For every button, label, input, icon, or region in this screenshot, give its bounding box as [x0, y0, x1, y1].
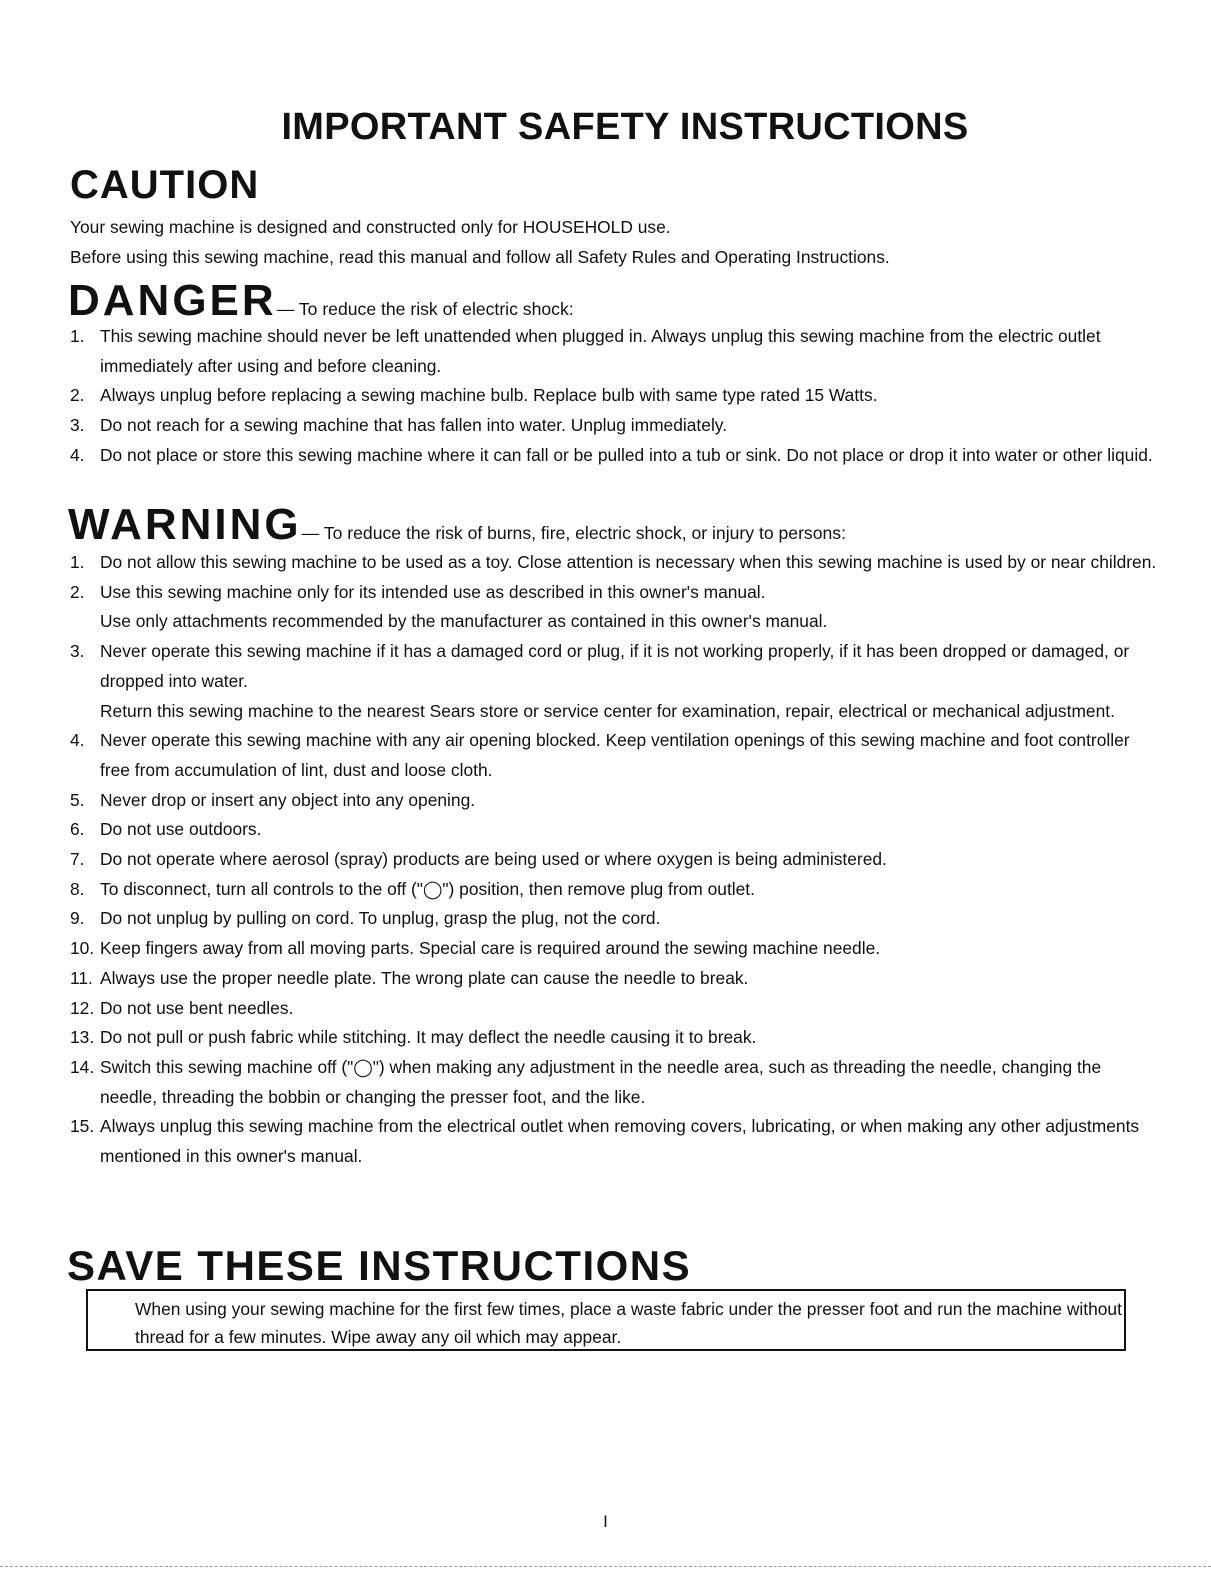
list-item-text: Switch this sewing machine off ("◯") when making any adjustment in the needle area, such as threading the needle, changing the needle, threading the bobbin or changing the presser foot, and the like. — [100, 1056, 1102, 1107]
list-item — [70, 994, 1160, 1024]
list-item-number: 12. — [70, 997, 95, 1018]
page-title: IMPORTANT SAFETY INSTRUCTIONS — [281, 106, 969, 148]
list-item-text: Always use the proper needle plate. The wrong plate can cause the needle to break. — [100, 967, 749, 988]
list-item — [70, 786, 1160, 816]
list-item — [70, 1053, 1160, 1112]
page-bottom-divider — [0, 1566, 1211, 1567]
list-item — [70, 1023, 1160, 1053]
list-item-number: 10. — [70, 938, 95, 959]
list-item — [70, 441, 1160, 471]
list-item — [70, 875, 1160, 905]
list-item — [70, 697, 1160, 727]
page-number: I — [603, 1512, 608, 1531]
list-item-number — [70, 697, 100, 727]
list-item-text: Do not use outdoors. — [100, 819, 262, 840]
list-item — [70, 845, 1160, 875]
list-item-text: Do not use bent needles. — [100, 997, 294, 1018]
list-item — [70, 578, 1160, 608]
list-item-number: 2. — [70, 385, 85, 406]
list-item-text: Do not place or store this sewing machine where it can fall or be pulled into a tub or sink. Do not place or drop it into water or other liquid. — [100, 444, 1153, 465]
list-item-text: Never drop or insert any object into any opening. — [100, 789, 476, 810]
list-item — [70, 411, 1160, 441]
list-item-number: 4. — [70, 730, 85, 751]
danger-subheading: — To reduce the risk of electric shock: — [276, 299, 574, 319]
list-item-number: 15. — [70, 1116, 95, 1137]
list-item — [70, 637, 1160, 696]
warning-heading: WARNING — [68, 500, 302, 549]
list-item-number: 9. — [70, 908, 85, 929]
list-item-number: 14. — [70, 1056, 95, 1077]
list-item — [70, 726, 1160, 785]
list-item-number: 3. — [70, 415, 85, 436]
danger-heading-line — [68, 276, 574, 326]
list-item-number: 8. — [70, 878, 85, 899]
list-item — [70, 904, 1160, 934]
list-item-text: Do not reach for a sewing machine that has fallen into water. Unplug immediately. — [100, 415, 728, 436]
first-use-notice — [86, 1289, 1126, 1351]
list-item-text: Do not operate where aerosol (spray) products are being used or where oxygen is being administered. — [100, 849, 887, 870]
list-item-text: Do not allow this sewing machine to be used as a toy. Close attention is necessary when this sewing machine is used by or near children. — [100, 552, 1157, 572]
list-item-text: Always unplug before replacing a sewing machine bulb. Replace bulb with same type rated 15 Watts. — [100, 385, 878, 406]
list-item-number: 3. — [70, 641, 85, 662]
warning-heading-line — [68, 500, 846, 550]
list-item — [70, 548, 1160, 578]
list-item-text: Keep fingers away from all moving parts. Special care is required around the sewing machine needle. — [100, 938, 881, 959]
list-item-text: Always unplug this sewing machine from the electrical outlet when removing covers, lubricating, or when making any other adjustments mentioned in this owner's manual. — [100, 1116, 1140, 1167]
list-item-number: 1. — [70, 326, 85, 346]
list-item-text: Do not pull or push fabric while stitching. It may deflect the needle causing it to break. — [100, 1027, 757, 1048]
list-item — [70, 607, 1160, 637]
caution-text-1: Your sewing machine is designed and constructed only for HOUSEHOLD use. — [70, 217, 671, 237]
list-item — [70, 964, 1160, 994]
first-use-notice-text: When using your sewing machine for the first few times, place a waste fabric under the presser foot and run the machine without thread for a few minutes. Wipe away any oil which may appear. — [135, 1299, 1122, 1347]
list-item — [70, 815, 1160, 845]
warning-list — [70, 548, 1160, 1172]
danger-heading: DANGER — [68, 276, 277, 325]
list-item-number: 5. — [70, 789, 85, 810]
list-item-number: 6. — [70, 819, 85, 840]
caution-text-2: Before using this sewing machine, read this manual and follow all Safety Rules and Operating Instructions. — [70, 247, 890, 267]
list-item — [70, 934, 1160, 964]
list-item-text: This sewing machine should never be left unattended when plugged in. Always unplug this sewing machine from the electric outlet immediately after using and before cleaning. — [100, 326, 1101, 376]
list-item-number: 4. — [70, 444, 85, 465]
list-item — [70, 322, 1160, 381]
list-item-text: Do not unplug by pulling on cord. To unplug, grasp the plug, not the cord. — [100, 908, 661, 929]
list-item-text: Return this sewing machine to the nearest Sears store or service center for examination, repair, electrical or mechanical adjustment. — [100, 700, 1115, 721]
list-item-number: 7. — [70, 849, 85, 870]
warning-subheading: — To reduce the risk of burns, fire, electric shock, or injury to persons: — [301, 523, 846, 543]
save-instructions-heading: SAVE THESE INSTRUCTIONS — [67, 1242, 692, 1289]
caution-heading: CAUTION — [70, 163, 260, 207]
list-item-number: 2. — [70, 581, 85, 602]
list-item-text: Never operate this sewing machine with any air opening blocked. Keep ventilation openings of this sewing machine and foot controller free from accumulation of lint, dust and loose cloth. — [100, 730, 1130, 780]
list-item-text: Never operate this sewing machine if it has a damaged cord or plug, if it is not working properly, if it has been dropped or damaged, or dropped into water. — [100, 641, 1130, 691]
list-item-text: Use only attachments recommended by the manufacturer as contained in this owner's manual. — [100, 611, 828, 632]
list-item-number: 11. — [70, 967, 93, 988]
list-item — [70, 1112, 1160, 1171]
list-item-number: 1. — [70, 552, 85, 572]
list-item-text: Use this sewing machine only for its intended use as described in this owner's manual. — [100, 581, 766, 602]
danger-list — [70, 322, 1160, 471]
list-item-number: 13. — [70, 1027, 95, 1048]
list-item-text: To disconnect, turn all controls to the off ("◯") position, then remove plug from outlet. — [100, 878, 755, 899]
list-item-number — [70, 607, 100, 637]
list-item — [70, 381, 1160, 411]
